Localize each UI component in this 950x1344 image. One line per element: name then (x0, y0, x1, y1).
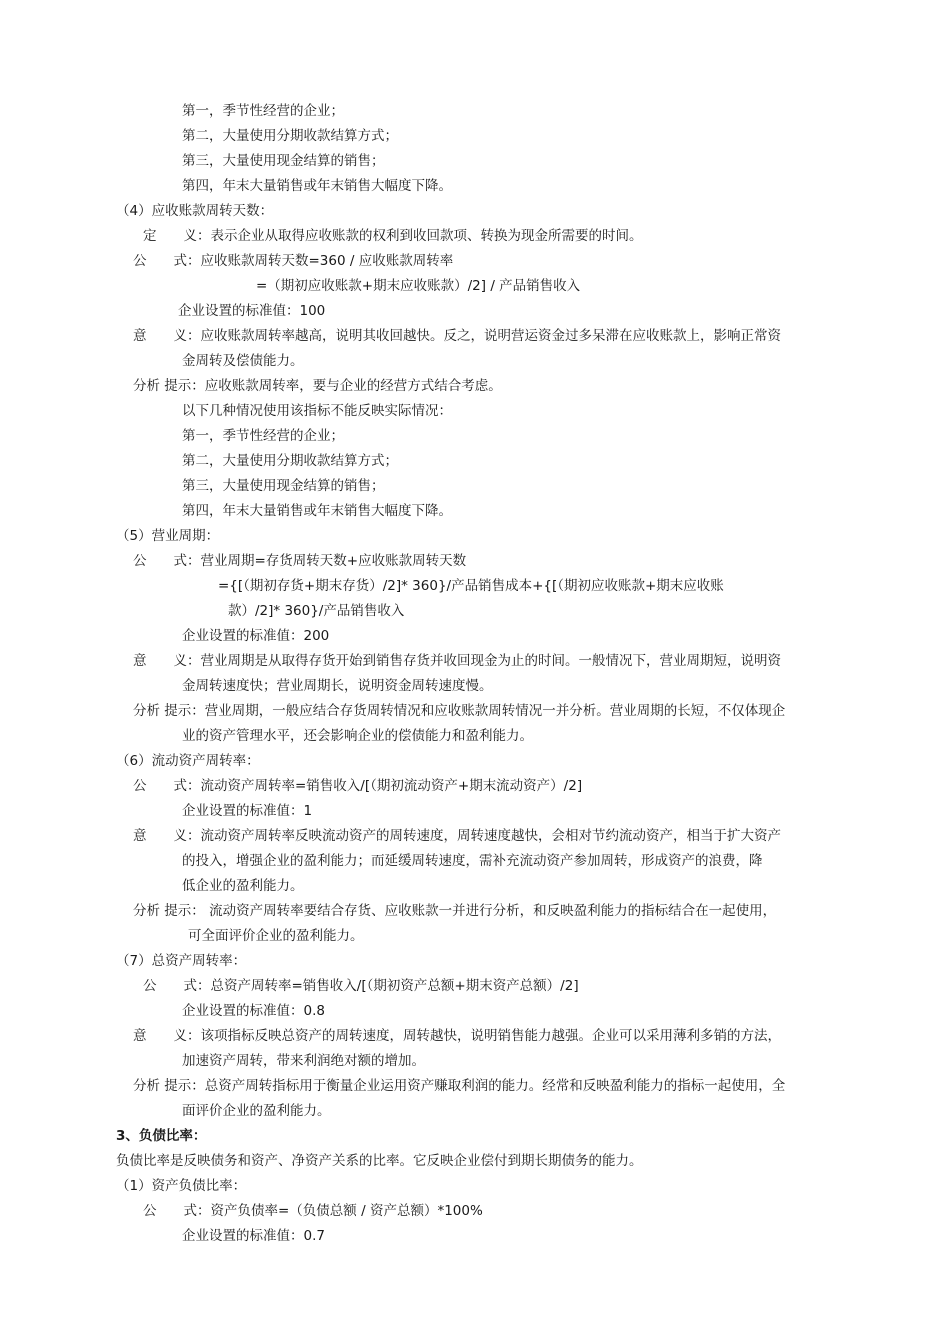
text-line: 业的资产管理水平，还会影响企业的偿债能力和盈利能力。 (182, 728, 533, 744)
text-line: 公 式：资产负债率=（负债总额 / 资产总额）*100% (143, 1203, 483, 1219)
section-heading: （4）应收账款周转天数： (116, 203, 274, 219)
text-line: 的投入，增强企业的盈利能力；而延缓周转速度，需补充流动资产参加周转，形成资产的浪费，降 (182, 853, 763, 869)
text-line: 分析 提示： 流动资产周转率要结合存货、应收账款一并进行分析，和反映盈利能力的指标结合在一起使用， (133, 903, 777, 919)
text-line: 款）/2]* 360}/产品销售收入 (228, 603, 405, 619)
text-line: 第四，年末大量销售或年末销售大幅度下降。 (182, 178, 452, 194)
text-line: 负债比率是反映债务和资产、净资产关系的比率。它反映企业偿付到期长期债务的能力。 (116, 1153, 643, 1169)
text-line: 公 式：流动资产周转率=销售收入/[（期初流动资产+期末流动资产）/2] (133, 778, 583, 794)
text-line: 意 义：流动资产周转率反映流动资产的周转速度，周转速度越快，会相对节约流动资产，相当于扩大资产 (133, 828, 781, 844)
section-heading: （6）流动资产周转率： (116, 753, 260, 769)
text-line: 金周转速度快；营业周期长，说明资金周转速度慢。 (182, 678, 493, 694)
section-heading: （1）资产负债比率： (116, 1178, 247, 1194)
text-line: 可全面评价企业的盈利能力。 (188, 928, 364, 944)
text-line: 分析 提示：总资产周转指标用于衡量企业运用资产赚取利润的能力。经常和反映盈利能力的指标一起使用，全 (133, 1078, 786, 1094)
text-line: 加速资产周转，带来利润绝对额的增加。 (182, 1053, 425, 1069)
text-line: 面评价企业的盈利能力。 (182, 1103, 331, 1119)
text-line: ={[（期初存货+期末存货）/2]* 360}/产品销售成本+{[（期初应收账款+期末应收账 (218, 578, 724, 594)
text-line: 企业设置的标准值：100 (178, 303, 326, 319)
text-line: 公 式：总资产周转率=销售收入/[（期初资产总额+期末资产总额）/2] (143, 978, 579, 994)
text-line: 意 义：应收账款周转率越高，说明其收回越快。反之，说明营运资金过多呆滞在应收账款上，影响正常资 (133, 328, 781, 344)
text-line: 第三，大量使用现金结算的销售； (182, 478, 385, 494)
text-line: 第四，年末大量销售或年末销售大幅度下降。 (182, 503, 452, 519)
text-line: 企业设置的标准值：0.8 (182, 1003, 325, 1019)
text-line: 分析 提示：应收账款周转率，要与企业的经营方式结合考虑。 (133, 378, 502, 394)
text-line: 意 义：该项指标反映总资产的周转速度，周转越快，说明销售能力越强。企业可以采用薄利多销的方法， (133, 1028, 781, 1044)
text-line: 企业设置的标准值：0.7 (182, 1228, 325, 1244)
text-line: 企业设置的标准值：200 (182, 628, 330, 644)
section-heading: （5）营业周期： (116, 528, 220, 544)
text-line: 第二，大量使用分期收款结算方式； (182, 128, 398, 144)
text-line: 第二，大量使用分期收款结算方式； (182, 453, 398, 469)
text-line: 以下几种情况使用该指标不能反映实际情况： (182, 403, 452, 419)
text-line: 意 义：营业周期是从取得存货开始到销售存货并收回现金为止的时间。一般情况下，营业周期短，说明资 (133, 653, 781, 669)
text-line: 分析 提示：营业周期，一般应结合存货周转情况和应收账款周转情况一并分析。营业周期的长短，不仅体现企 (133, 703, 786, 719)
text-line: 金周转及偿债能力。 (182, 353, 304, 369)
text-line: 定 义：表示企业从取得应收账款的权利到收回款项、转换为现金所需要的时间。 (143, 228, 643, 244)
text-line: 公 式：营业周期=存货周转天数+应收账款周转天数 (133, 553, 467, 569)
text-line: 第一，季节性经营的企业； (182, 428, 344, 444)
chapter-heading: 3、负债比率： (116, 1128, 207, 1144)
text-line: 企业设置的标准值：1 (182, 803, 313, 819)
text-line: 公 式：应收账款周转天数=360 / 应收账款周转率 (133, 253, 454, 269)
text-line: 第三，大量使用现金结算的销售； (182, 153, 385, 169)
text-line: =（期初应收账款+期末应收账款）/2] / 产品销售收入 (256, 278, 581, 294)
section-heading: （7）总资产周转率： (116, 953, 247, 969)
text-line: 第一，季节性经营的企业； (182, 103, 344, 119)
text-line: 低企业的盈利能力。 (182, 878, 304, 894)
